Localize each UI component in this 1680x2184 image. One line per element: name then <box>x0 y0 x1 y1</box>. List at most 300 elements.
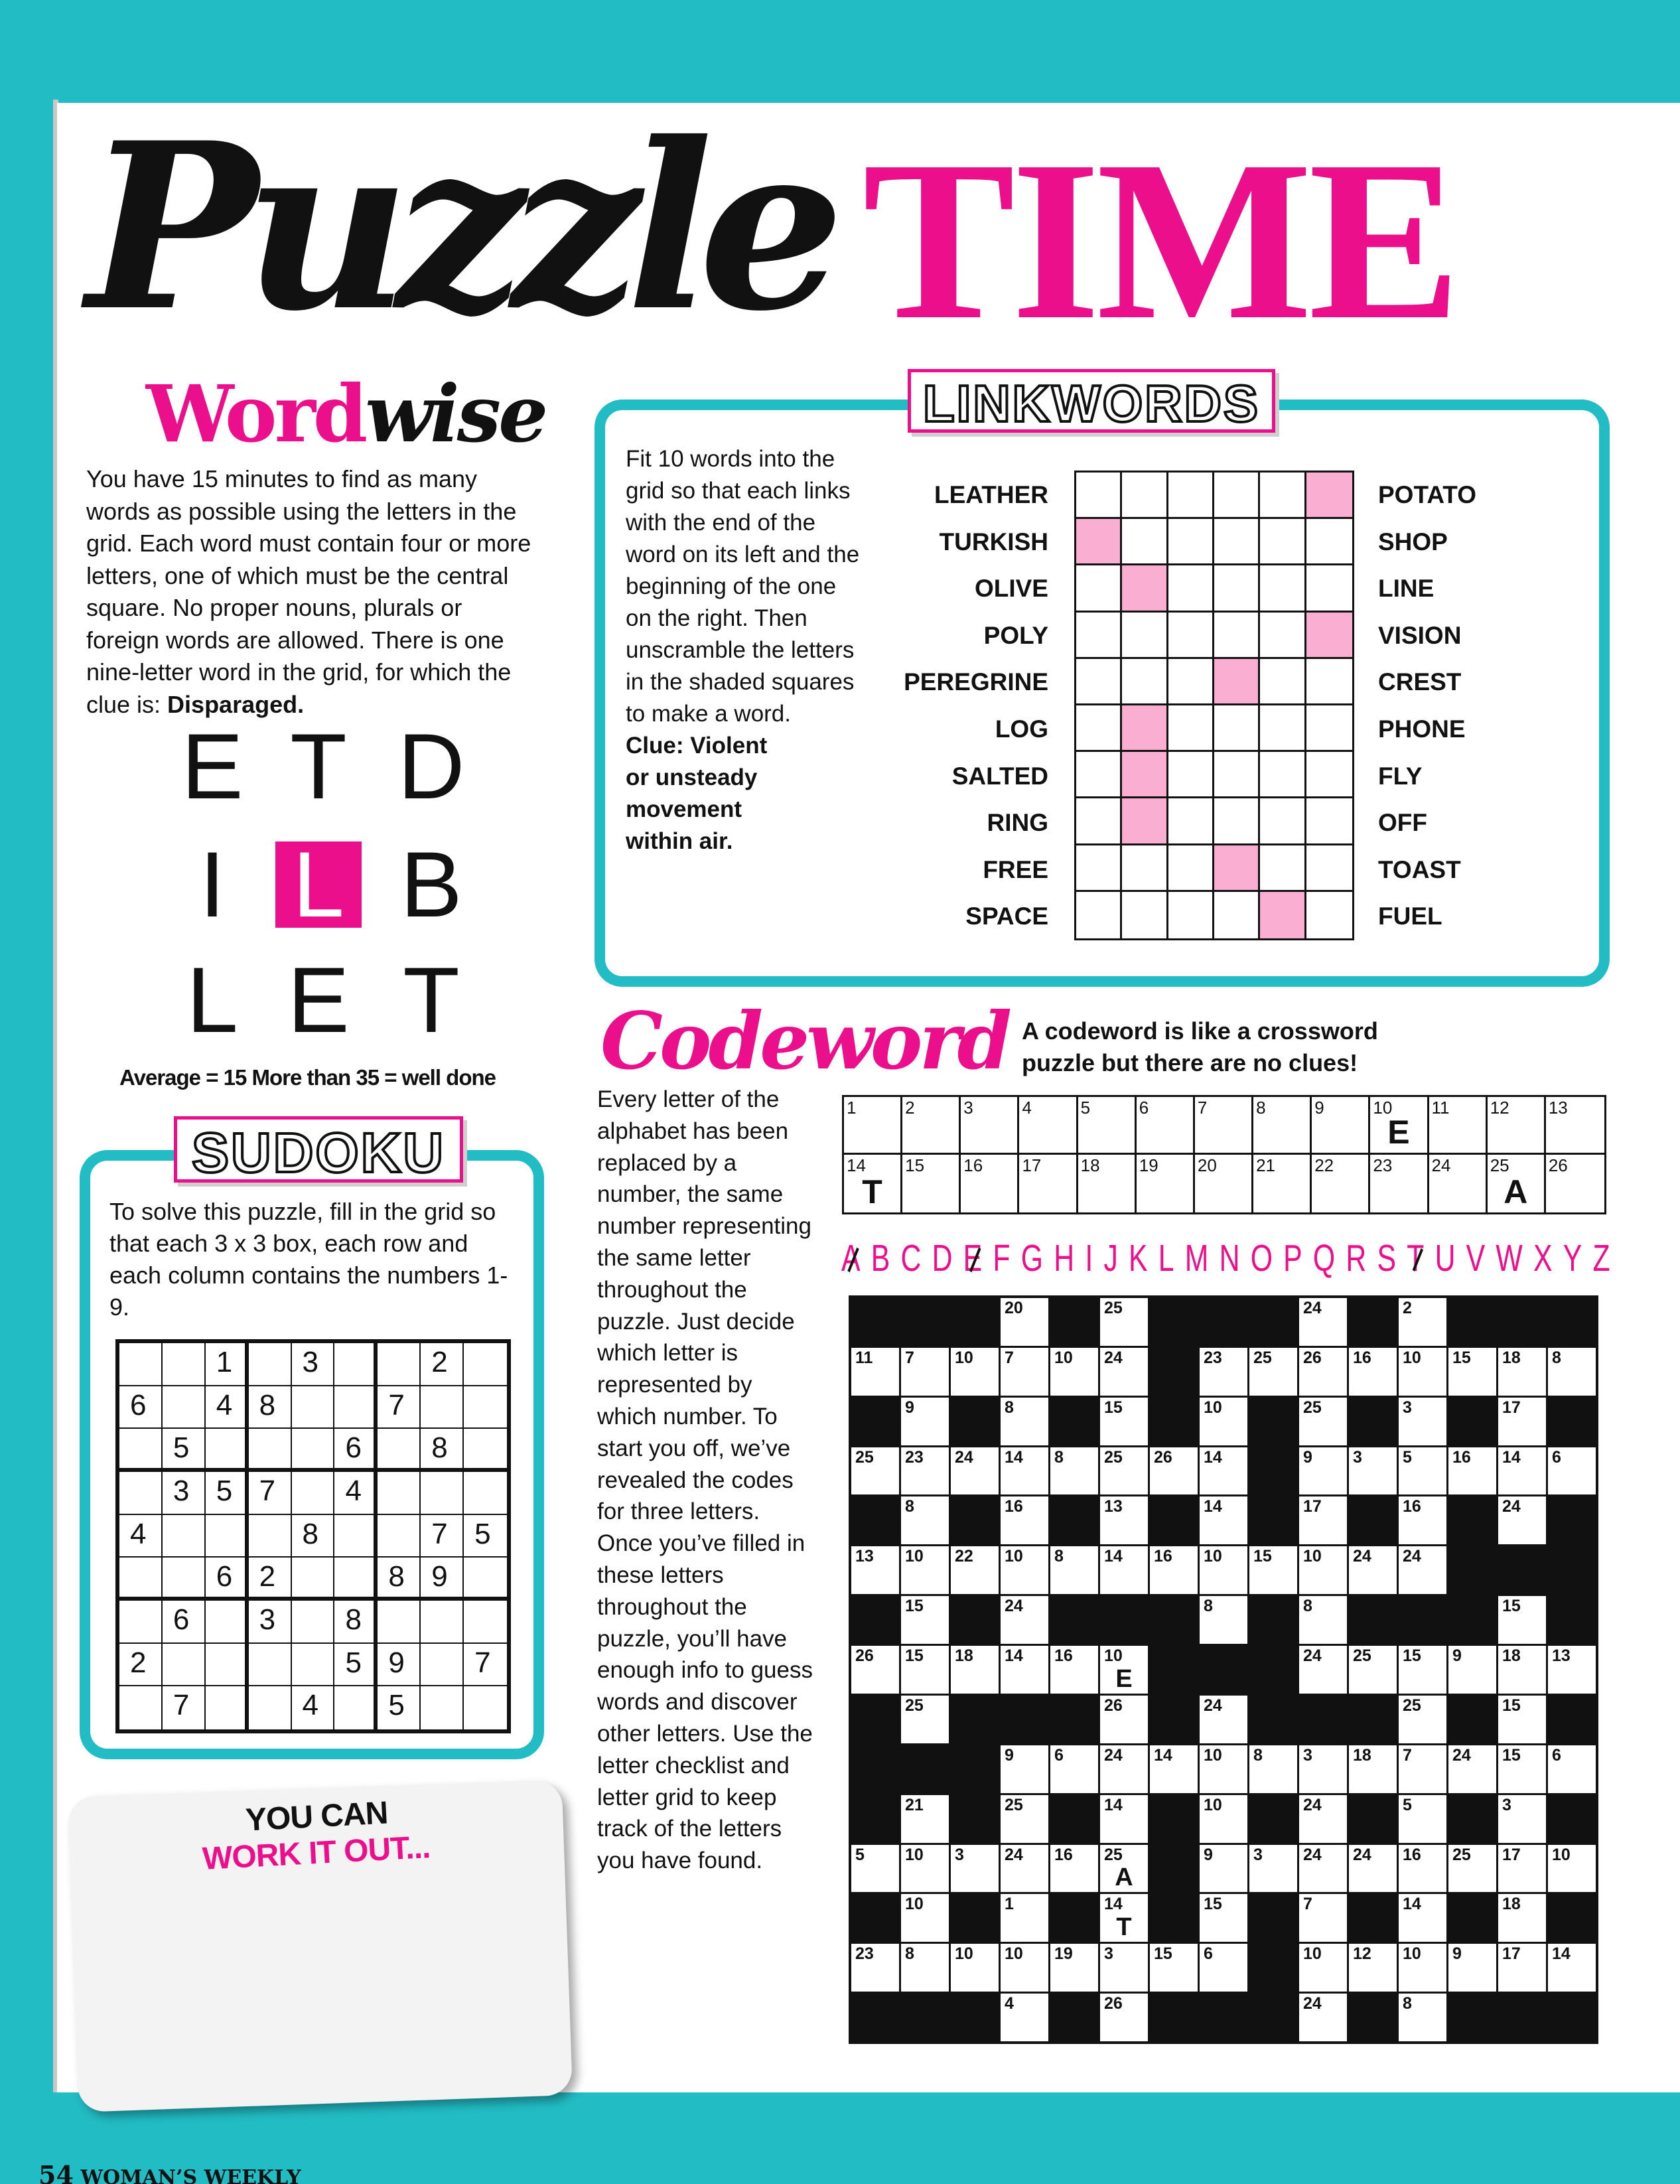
sudoku-cell[interactable]: 3 <box>292 1343 335 1386</box>
codeword-cell[interactable] <box>1448 1348 1496 1396</box>
codeword-cell[interactable] <box>1050 1447 1098 1495</box>
codeword-cell[interactable] <box>901 1696 949 1743</box>
sudoku-cell[interactable] <box>206 1515 249 1558</box>
codeword-cell[interactable] <box>901 1894 949 1942</box>
linkwords-cell[interactable] <box>1168 473 1214 519</box>
codeword-cell[interactable] <box>1448 1845 1496 1893</box>
sudoku-cell[interactable] <box>249 1429 292 1472</box>
codeword-cell[interactable] <box>1200 1447 1247 1495</box>
sudoku-cell[interactable] <box>249 1686 292 1729</box>
alphabet-letter[interactable]: E <box>963 1237 983 1279</box>
linkwords-cell[interactable] <box>1214 519 1260 565</box>
codeword-cell[interactable] <box>1299 1546 1347 1594</box>
codeword-cell[interactable] <box>1498 1845 1546 1893</box>
codeword-cell[interactable] <box>901 1348 949 1396</box>
codeword-cell[interactable] <box>1249 1745 1297 1793</box>
alphabet-letter[interactable]: M <box>1184 1237 1209 1279</box>
codeword-key-cell[interactable] <box>1019 1155 1078 1212</box>
codeword-cell[interactable] <box>951 1646 999 1694</box>
linkwords-shaded-cell[interactable] <box>1122 705 1168 752</box>
codeword-cell[interactable] <box>851 1944 899 1992</box>
linkwords-cell[interactable] <box>1076 659 1122 705</box>
codeword-cell[interactable] <box>1100 1646 1148 1694</box>
codeword-cell[interactable] <box>1200 1596 1247 1644</box>
codeword-key-cell[interactable] <box>961 1097 1019 1155</box>
linkwords-shaded-cell[interactable] <box>1076 519 1122 565</box>
codeword-cell[interactable] <box>1150 1447 1198 1495</box>
sudoku-cell[interactable]: 3 <box>249 1601 292 1644</box>
sudoku-cell[interactable] <box>249 1515 292 1558</box>
sudoku-cell[interactable]: 2 <box>421 1343 464 1386</box>
sudoku-cell[interactable] <box>378 1601 421 1644</box>
codeword-cell[interactable] <box>1200 1398 1247 1445</box>
codeword-cell[interactable] <box>1349 1447 1397 1495</box>
sudoku-cell[interactable] <box>421 1601 464 1644</box>
sudoku-cell[interactable]: 2 <box>249 1558 292 1601</box>
sudoku-cell[interactable]: 2 <box>119 1644 163 1687</box>
codeword-cell[interactable] <box>1100 1546 1148 1594</box>
sudoku-cell[interactable] <box>464 1386 507 1429</box>
codeword-cell[interactable] <box>1299 1348 1347 1396</box>
alphabet-letter[interactable]: R <box>1346 1237 1367 1279</box>
codeword-cell[interactable] <box>1498 1646 1546 1694</box>
codeword-cell[interactable] <box>1548 1745 1596 1793</box>
codeword-key-cell[interactable] <box>1488 1097 1546 1155</box>
codeword-cell[interactable] <box>1498 1348 1546 1396</box>
sudoku-cell[interactable] <box>334 1515 378 1558</box>
linkwords-cell[interactable] <box>1122 659 1168 705</box>
codeword-cell[interactable] <box>1399 1894 1446 1942</box>
codeword-key-cell[interactable] <box>1488 1155 1546 1212</box>
linkwords-cell[interactable] <box>1168 613 1214 659</box>
codeword-cell[interactable] <box>1299 1894 1347 1942</box>
codeword-cell[interactable] <box>1548 1845 1596 1893</box>
sudoku-cell[interactable]: 6 <box>163 1601 206 1644</box>
linkwords-cell[interactable] <box>1306 752 1352 798</box>
sudoku-cell[interactable]: 6 <box>119 1386 163 1429</box>
sudoku-cell[interactable] <box>249 1644 292 1687</box>
sudoku-cell[interactable] <box>292 1558 335 1601</box>
codeword-cell[interactable] <box>1050 1646 1098 1694</box>
alphabet-letter[interactable]: S <box>1377 1237 1397 1279</box>
codeword-key-cell[interactable] <box>1429 1097 1488 1155</box>
alphabet-letter[interactable]: D <box>932 1237 953 1279</box>
codeword-key-cell[interactable] <box>1546 1097 1604 1155</box>
codeword-cell[interactable] <box>1548 1646 1596 1694</box>
codeword-cell[interactable] <box>1399 1745 1446 1793</box>
sudoku-cell[interactable]: 5 <box>334 1644 378 1687</box>
sudoku-cell[interactable]: 4 <box>206 1386 249 1429</box>
alphabet-letter[interactable]: B <box>871 1237 890 1279</box>
codeword-cell[interactable] <box>1100 1795 1148 1843</box>
sudoku-cell[interactable]: 4 <box>292 1686 335 1729</box>
codeword-cell[interactable] <box>901 1398 949 1445</box>
codeword-cell[interactable] <box>1001 1447 1048 1495</box>
codeword-cell[interactable] <box>1498 1596 1546 1644</box>
codeword-cell[interactable] <box>1299 1845 1347 1893</box>
sudoku-cell[interactable] <box>464 1343 507 1386</box>
codeword-cell[interactable] <box>1200 1696 1247 1743</box>
sudoku-cell[interactable] <box>334 1343 378 1386</box>
linkwords-cell[interactable] <box>1214 613 1260 659</box>
linkwords-shaded-cell[interactable] <box>1214 845 1260 892</box>
codeword-cell[interactable] <box>1498 1696 1546 1743</box>
codeword-key-cell[interactable] <box>1429 1155 1488 1212</box>
sudoku-cell[interactable] <box>292 1644 335 1687</box>
codeword-cell[interactable] <box>1349 1944 1397 1992</box>
codeword-cell[interactable] <box>1100 1496 1148 1544</box>
codeword-cell[interactable] <box>951 1348 999 1396</box>
sudoku-cell[interactable] <box>421 1686 464 1729</box>
codeword-cell[interactable] <box>1100 1845 1148 1893</box>
sudoku-cell[interactable] <box>119 1558 163 1601</box>
codeword-cell[interactable] <box>1100 1298 1148 1346</box>
codeword-key-cell[interactable] <box>1253 1155 1312 1212</box>
sudoku-cell[interactable] <box>163 1558 206 1601</box>
codeword-key-cell[interactable] <box>1019 1097 1078 1155</box>
sudoku-cell[interactable] <box>206 1686 249 1729</box>
codeword-key-cell[interactable] <box>1195 1097 1253 1155</box>
codeword-cell[interactable] <box>1498 1496 1546 1544</box>
linkwords-cell[interactable] <box>1260 613 1306 659</box>
codeword-cell[interactable] <box>1299 1447 1347 1495</box>
linkwords-cell[interactable] <box>1076 892 1122 938</box>
codeword-cell[interactable] <box>1399 1646 1446 1694</box>
sudoku-cell[interactable] <box>292 1472 335 1515</box>
codeword-cell[interactable] <box>1200 1546 1247 1594</box>
sudoku-cell[interactable]: 5 <box>378 1686 421 1729</box>
alphabet-letter[interactable]: A <box>841 1237 861 1279</box>
codeword-cell[interactable] <box>1349 1348 1397 1396</box>
codeword-cell[interactable] <box>951 1447 999 1495</box>
sudoku-cell[interactable] <box>119 1601 163 1644</box>
codeword-cell[interactable] <box>1498 1894 1546 1942</box>
sudoku-cell[interactable] <box>206 1601 249 1644</box>
codeword-cell[interactable] <box>1001 1894 1048 1942</box>
codeword-cell[interactable] <box>1100 1994 1148 2041</box>
codeword-cell[interactable] <box>1299 1795 1347 1843</box>
linkwords-cell[interactable] <box>1260 845 1306 892</box>
linkwords-cell[interactable] <box>1260 798 1306 845</box>
codeword-cell[interactable] <box>1249 1348 1297 1396</box>
sudoku-cell[interactable] <box>163 1386 206 1429</box>
codeword-cell[interactable] <box>1349 1845 1397 1893</box>
codeword-cell[interactable] <box>1200 1944 1247 1992</box>
codeword-cell[interactable] <box>1200 1795 1247 1843</box>
linkwords-cell[interactable] <box>1076 565 1122 612</box>
codeword-cell[interactable] <box>851 1546 899 1594</box>
codeword-cell[interactable] <box>1448 1646 1496 1694</box>
codeword-cell[interactable] <box>1399 1994 1446 2041</box>
codeword-cell[interactable] <box>1249 1546 1297 1594</box>
alphabet-letter[interactable]: Z <box>1592 1237 1610 1279</box>
sudoku-cell[interactable] <box>421 1644 464 1687</box>
codeword-cell[interactable] <box>1001 1398 1048 1445</box>
alphabet-letter[interactable]: Q <box>1312 1237 1336 1279</box>
sudoku-cell[interactable]: 6 <box>206 1558 249 1601</box>
alphabet-letter[interactable]: T <box>1407 1237 1425 1279</box>
linkwords-cell[interactable] <box>1260 752 1306 798</box>
sudoku-cell[interactable]: 8 <box>334 1601 378 1644</box>
linkwords-cell[interactable] <box>1214 473 1260 519</box>
sudoku-cell[interactable] <box>378 1343 421 1386</box>
linkwords-shaded-cell[interactable] <box>1214 659 1260 705</box>
linkwords-cell[interactable] <box>1306 659 1352 705</box>
alphabet-letter[interactable]: N <box>1219 1237 1240 1279</box>
sudoku-cell[interactable]: 7 <box>249 1472 292 1515</box>
codeword-key-cell[interactable] <box>1253 1097 1312 1155</box>
codeword-cell[interactable] <box>1200 1745 1247 1793</box>
codeword-cell[interactable] <box>901 1496 949 1544</box>
sudoku-cell[interactable]: 5 <box>206 1472 249 1515</box>
alphabet-letter[interactable]: K <box>1129 1237 1148 1279</box>
alphabet-letter[interactable]: U <box>1435 1237 1456 1279</box>
linkwords-cell[interactable] <box>1260 705 1306 752</box>
codeword-cell[interactable] <box>1548 1348 1596 1396</box>
sudoku-cell[interactable] <box>464 1686 507 1729</box>
codeword-cell[interactable] <box>1100 1447 1148 1495</box>
codeword-cell[interactable] <box>1448 1944 1496 1992</box>
codeword-cell[interactable] <box>1399 1795 1446 1843</box>
codeword-cell[interactable] <box>1399 1546 1446 1594</box>
codeword-cell[interactable] <box>1498 1944 1546 1992</box>
sudoku-cell[interactable]: 4 <box>119 1515 163 1558</box>
linkwords-cell[interactable] <box>1122 892 1168 938</box>
codeword-cell[interactable] <box>1050 1348 1098 1396</box>
linkwords-cell[interactable] <box>1076 798 1122 845</box>
codeword-cell[interactable] <box>1050 1845 1098 1893</box>
linkwords-cell[interactable] <box>1260 565 1306 612</box>
linkwords-cell[interactable] <box>1214 705 1260 752</box>
codeword-key-cell[interactable] <box>1137 1097 1195 1155</box>
alphabet-letter[interactable]: C <box>900 1237 922 1279</box>
linkwords-cell[interactable] <box>1306 798 1352 845</box>
sudoku-cell[interactable]: 8 <box>249 1386 292 1429</box>
codeword-cell[interactable] <box>1001 1496 1048 1544</box>
codeword-cell[interactable] <box>1001 1298 1048 1346</box>
codeword-cell[interactable] <box>1399 1447 1446 1495</box>
sudoku-cell[interactable] <box>421 1472 464 1515</box>
codeword-key-cell[interactable] <box>1312 1155 1370 1212</box>
codeword-cell[interactable] <box>1001 1795 1048 1843</box>
linkwords-cell[interactable] <box>1214 892 1260 938</box>
linkwords-shaded-cell[interactable] <box>1122 565 1168 612</box>
linkwords-cell[interactable] <box>1076 845 1122 892</box>
codeword-cell[interactable] <box>1001 1994 1048 2041</box>
codeword-cell[interactable] <box>901 1646 949 1694</box>
sudoku-cell[interactable]: 7 <box>464 1644 507 1687</box>
alphabet-letter[interactable]: G <box>1020 1237 1044 1279</box>
alphabet-letter[interactable]: L <box>1158 1237 1174 1279</box>
sudoku-cell[interactable]: 9 <box>378 1644 421 1687</box>
codeword-cell[interactable] <box>851 1646 899 1694</box>
linkwords-cell[interactable] <box>1306 519 1352 565</box>
codeword-cell[interactable] <box>1399 1696 1446 1743</box>
codeword-cell[interactable] <box>1050 1944 1098 1992</box>
sudoku-cell[interactable] <box>163 1343 206 1386</box>
codeword-cell[interactable] <box>1498 1795 1546 1843</box>
sudoku-cell[interactable]: 8 <box>292 1515 335 1558</box>
linkwords-cell[interactable] <box>1306 705 1352 752</box>
alphabet-letter[interactable]: H <box>1054 1237 1075 1279</box>
codeword-cell[interactable] <box>951 1546 999 1594</box>
linkwords-cell[interactable] <box>1168 519 1214 565</box>
codeword-key-cell[interactable] <box>844 1155 902 1212</box>
codeword-key-cell[interactable] <box>961 1155 1019 1212</box>
linkwords-cell[interactable] <box>1076 752 1122 798</box>
linkwords-cell[interactable] <box>1168 845 1214 892</box>
sudoku-cell[interactable]: 5 <box>163 1429 206 1472</box>
codeword-cell[interactable] <box>1100 1745 1148 1793</box>
codeword-cell[interactable] <box>1001 1348 1048 1396</box>
codeword-cell[interactable] <box>1100 1894 1148 1942</box>
sudoku-cell[interactable] <box>464 1558 507 1601</box>
codeword-cell[interactable] <box>1001 1745 1048 1793</box>
codeword-cell[interactable] <box>1001 1845 1048 1893</box>
linkwords-cell[interactable] <box>1260 519 1306 565</box>
codeword-cell[interactable] <box>1001 1646 1048 1694</box>
codeword-cell[interactable] <box>1498 1447 1546 1495</box>
sudoku-cell[interactable] <box>334 1686 378 1729</box>
sudoku-cell[interactable] <box>421 1386 464 1429</box>
linkwords-cell[interactable] <box>1168 705 1214 752</box>
codeword-cell[interactable] <box>1100 1348 1148 1396</box>
codeword-cell[interactable] <box>951 1944 999 1992</box>
codeword-cell[interactable] <box>1548 1447 1596 1495</box>
codeword-key-cell[interactable] <box>1195 1155 1253 1212</box>
codeword-cell[interactable] <box>1548 1944 1596 1992</box>
linkwords-cell[interactable] <box>1168 752 1214 798</box>
sudoku-cell[interactable] <box>464 1472 507 1515</box>
alphabet-letter[interactable]: P <box>1283 1237 1302 1279</box>
codeword-cell[interactable] <box>851 1845 899 1893</box>
codeword-key-cell[interactable] <box>1137 1155 1195 1212</box>
codeword-cell[interactable] <box>1399 1845 1446 1893</box>
codeword-cell[interactable] <box>1299 1596 1347 1644</box>
codeword-cell[interactable] <box>1050 1745 1098 1793</box>
codeword-cell[interactable] <box>1001 1596 1048 1644</box>
codeword-cell[interactable] <box>851 1348 899 1396</box>
sudoku-cell[interactable] <box>464 1601 507 1644</box>
codeword-cell[interactable] <box>1200 1894 1247 1942</box>
codeword-key-cell[interactable] <box>902 1097 961 1155</box>
sudoku-cell[interactable] <box>206 1644 249 1687</box>
linkwords-cell[interactable] <box>1306 845 1352 892</box>
codeword-cell[interactable] <box>1299 1994 1347 2041</box>
codeword-key-cell[interactable] <box>1312 1097 1370 1155</box>
codeword-cell[interactable] <box>1299 1745 1347 1793</box>
sudoku-cell[interactable] <box>119 1686 163 1729</box>
codeword-cell[interactable] <box>1299 1944 1347 1992</box>
sudoku-cell[interactable]: 3 <box>163 1472 206 1515</box>
sudoku-cell[interactable] <box>292 1601 335 1644</box>
sudoku-cell[interactable]: 7 <box>163 1686 206 1729</box>
sudoku-cell[interactable]: 8 <box>421 1429 464 1472</box>
codeword-cell[interactable] <box>1100 1398 1148 1445</box>
alphabet-letter[interactable]: F <box>993 1237 1011 1279</box>
codeword-cell[interactable] <box>1448 1745 1496 1793</box>
alphabet-letter[interactable]: I <box>1085 1237 1093 1279</box>
sudoku-cell[interactable]: 7 <box>378 1386 421 1429</box>
linkwords-cell[interactable] <box>1076 613 1122 659</box>
codeword-key-cell[interactable] <box>1078 1097 1137 1155</box>
codeword-cell[interactable] <box>1001 1546 1048 1594</box>
linkwords-cell[interactable] <box>1168 892 1214 938</box>
codeword-cell[interactable] <box>951 1845 999 1893</box>
alphabet-letter[interactable]: X <box>1533 1237 1553 1279</box>
sudoku-cell[interactable] <box>334 1558 378 1601</box>
linkwords-cell[interactable] <box>1168 565 1214 612</box>
codeword-cell[interactable] <box>1299 1298 1347 1346</box>
linkwords-cell[interactable] <box>1122 473 1168 519</box>
sudoku-cell[interactable]: 6 <box>334 1429 378 1472</box>
linkwords-cell[interactable] <box>1168 659 1214 705</box>
codeword-cell[interactable] <box>1399 1496 1446 1544</box>
codeword-cell[interactable] <box>1349 1745 1397 1793</box>
sudoku-cell[interactable] <box>163 1644 206 1687</box>
linkwords-cell[interactable] <box>1260 473 1306 519</box>
codeword-cell[interactable] <box>1399 1348 1446 1396</box>
alphabet-letter[interactable]: O <box>1250 1237 1273 1279</box>
codeword-cell[interactable] <box>1150 1944 1198 1992</box>
codeword-cell[interactable] <box>1299 1496 1347 1544</box>
codeword-cell[interactable] <box>1399 1298 1446 1346</box>
codeword-cell[interactable] <box>901 1596 949 1644</box>
codeword-cell[interactable] <box>901 1845 949 1893</box>
linkwords-cell[interactable] <box>1260 659 1306 705</box>
sudoku-cell[interactable]: 8 <box>378 1558 421 1601</box>
sudoku-cell[interactable] <box>249 1343 292 1386</box>
sudoku-cell[interactable] <box>206 1429 249 1472</box>
codeword-cell[interactable] <box>851 1447 899 1495</box>
sudoku-cell[interactable] <box>292 1386 335 1429</box>
codeword-key-cell[interactable] <box>902 1155 961 1212</box>
alphabet-letter[interactable]: Y <box>1563 1237 1582 1279</box>
sudoku-cell[interactable] <box>292 1429 335 1472</box>
codeword-cell[interactable] <box>1100 1696 1148 1743</box>
codeword-cell[interactable] <box>1299 1398 1347 1445</box>
sudoku-cell[interactable] <box>119 1343 163 1386</box>
linkwords-shaded-cell[interactable] <box>1306 613 1352 659</box>
codeword-cell[interactable] <box>1448 1447 1496 1495</box>
linkwords-cell[interactable] <box>1122 613 1168 659</box>
codeword-cell[interactable] <box>901 1546 949 1594</box>
codeword-cell[interactable] <box>1498 1745 1546 1793</box>
codeword-cell[interactable] <box>901 1447 949 1495</box>
sudoku-cell[interactable] <box>334 1386 378 1429</box>
codeword-cell[interactable] <box>1249 1845 1297 1893</box>
codeword-cell[interactable] <box>1498 1398 1546 1445</box>
codeword-cell[interactable] <box>1150 1745 1198 1793</box>
sudoku-cell[interactable]: 5 <box>464 1515 507 1558</box>
linkwords-cell[interactable] <box>1122 845 1168 892</box>
sudoku-cell[interactable] <box>378 1515 421 1558</box>
codeword-cell[interactable] <box>1200 1845 1247 1893</box>
codeword-cell[interactable] <box>1399 1398 1446 1445</box>
codeword-cell[interactable] <box>901 1795 949 1843</box>
codeword-cell[interactable] <box>1299 1646 1347 1694</box>
codeword-key-cell[interactable] <box>1078 1155 1137 1212</box>
linkwords-cell[interactable] <box>1168 798 1214 845</box>
sudoku-cell[interactable] <box>378 1472 421 1515</box>
codeword-cell[interactable] <box>1349 1546 1397 1594</box>
codeword-cell[interactable] <box>1349 1646 1397 1694</box>
sudoku-cell[interactable]: 9 <box>421 1558 464 1601</box>
linkwords-cell[interactable] <box>1306 565 1352 612</box>
codeword-cell[interactable] <box>1050 1546 1098 1594</box>
codeword-key-cell[interactable] <box>844 1097 902 1155</box>
alphabet-letter[interactable]: W <box>1496 1237 1523 1279</box>
